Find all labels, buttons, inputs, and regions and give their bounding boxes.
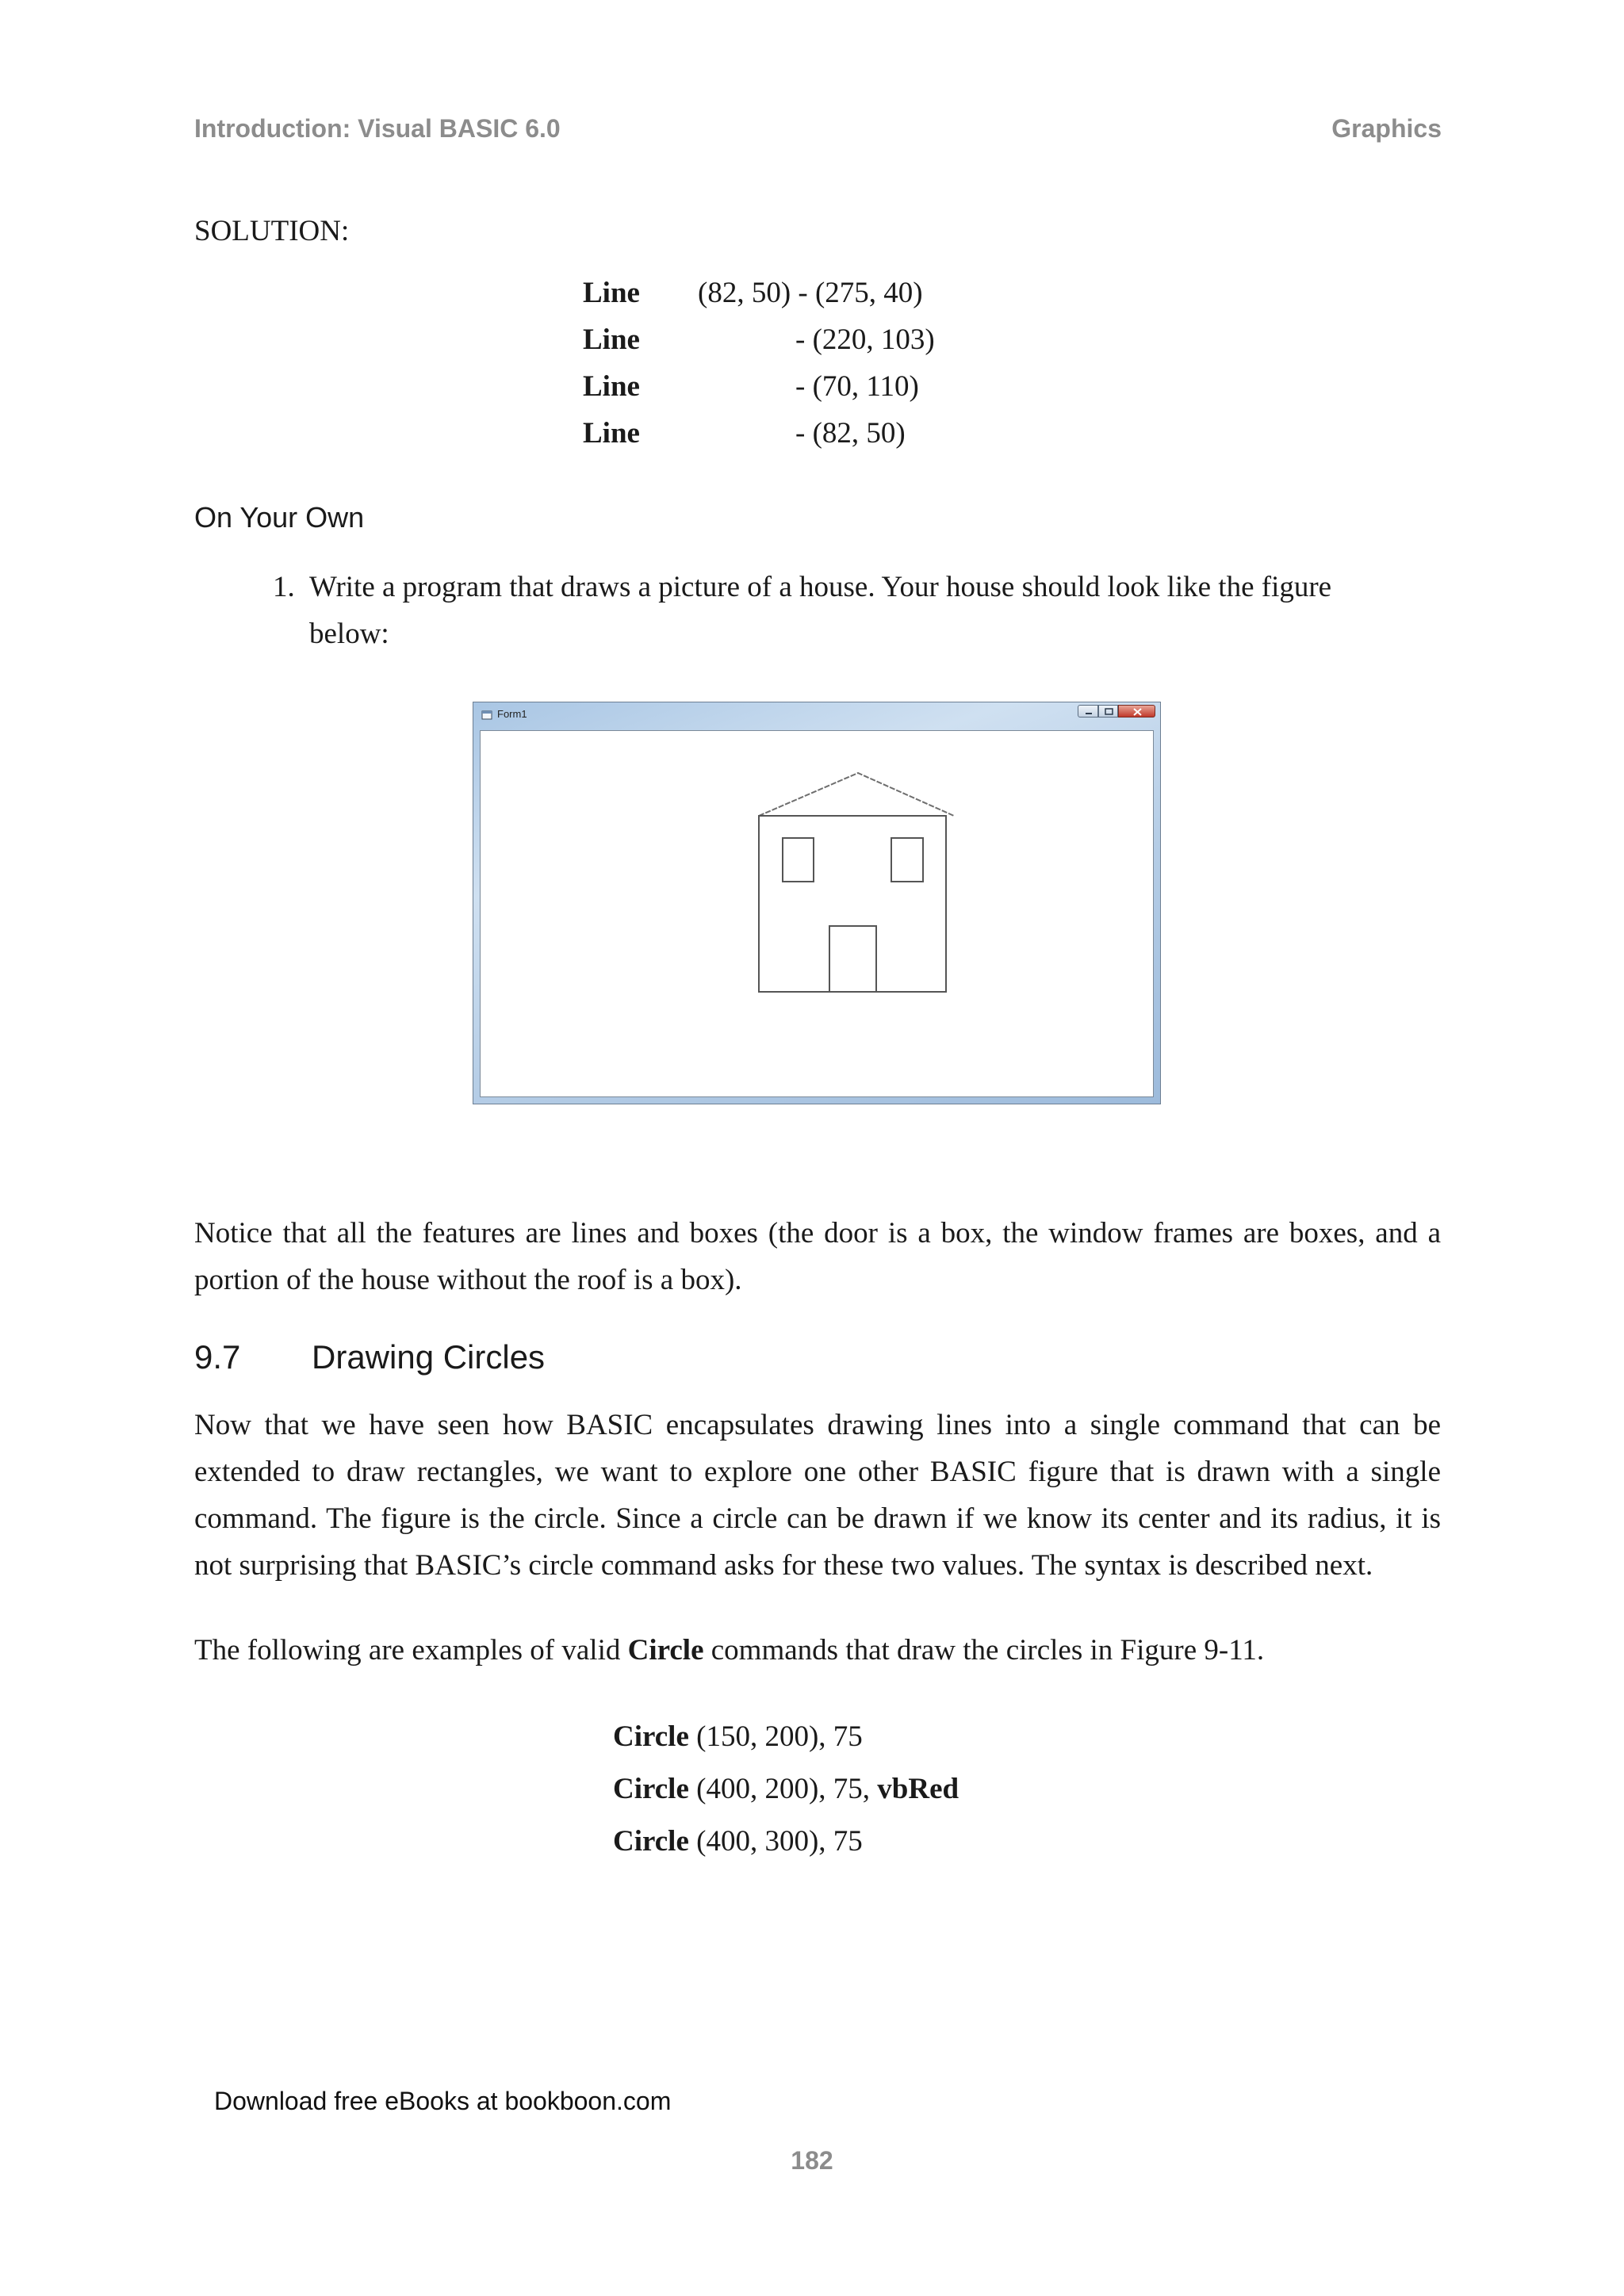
- circle-args: (150, 200), 75: [688, 1720, 863, 1753]
- circle-example: [613, 1816, 863, 1868]
- on-your-own-heading: On Your Own: [194, 501, 365, 534]
- window-title: Form1: [497, 708, 527, 720]
- close-button[interactable]: [1118, 705, 1155, 718]
- examples-text-before: The following are examples of valid: [194, 1634, 628, 1667]
- code-line: [583, 410, 906, 457]
- running-header-right: Graphics: [1331, 114, 1442, 143]
- house-roof: [759, 773, 954, 816]
- house-body: [759, 816, 946, 992]
- code-args: - (70, 110): [795, 370, 919, 403]
- download-ebooks-link[interactable]: Download free eBooks at bookboon.com: [214, 2087, 672, 2115]
- circle-keyword: Circle: [613, 1825, 689, 1858]
- code-args: - (82, 50): [795, 417, 906, 450]
- house-drawing: [481, 731, 1155, 1098]
- code-line: [583, 316, 935, 363]
- code-line: [583, 363, 919, 410]
- house-door: [829, 926, 876, 992]
- code-keyword: Line: [583, 370, 640, 403]
- circle-keyword: Circle: [613, 1773, 689, 1805]
- window-title-bar: [473, 702, 1160, 726]
- close-icon: [1119, 706, 1156, 718]
- section-heading: [194, 1338, 545, 1376]
- code-keyword: Line: [583, 417, 640, 450]
- page-number: 182: [791, 2146, 833, 2175]
- solution-label: SOLUTION:: [194, 215, 350, 247]
- drawing-circles-paragraph: Now that we have seen how BASIC encapsulates drawing lines into a single command that can be extended to draw rectangles, we want to explore one other BASIC figure that is drawn with a single command. The figure is the circle. Since a circle can be drawn if we know its center and its radius, it is not surprising that BASIC’s circle command asks for these two values. The syntax is described next.: [194, 1409, 1441, 1582]
- circle-example: [613, 1763, 959, 1816]
- form-window-figure: [473, 702, 1161, 1104]
- house-window-right: [891, 838, 923, 882]
- list-item-text: Write a program that draws a picture of a house. Your house should look like the figure below:: [309, 571, 1332, 650]
- section-title: Drawing Circles: [312, 1338, 546, 1376]
- code-keyword: Line: [583, 323, 640, 356]
- section-number: 9.7: [194, 1338, 241, 1376]
- circle-keyword: Circle: [613, 1720, 689, 1753]
- circle-args: (400, 300), 75: [688, 1825, 863, 1858]
- circle-args: (400, 200), 75,: [688, 1773, 878, 1805]
- circle-color: vbRed: [877, 1773, 959, 1805]
- examples-text-bold: Circle: [627, 1634, 704, 1667]
- examples-text-after: commands that draw the circles in Figure 9-11.: [703, 1634, 1265, 1667]
- minimize-button[interactable]: [1078, 705, 1098, 718]
- house-window-left: [783, 838, 814, 882]
- maximize-icon: [1099, 706, 1119, 718]
- notice-paragraph: Notice that all the features are lines and boxes (the door is a box, the window frames are boxes, and a portion of the house without the roof is a box).: [194, 1217, 1441, 1296]
- circle-example: [613, 1711, 863, 1763]
- form-client-area: [480, 730, 1154, 1097]
- code-line: [583, 270, 923, 316]
- code-args: - (220, 103): [795, 323, 935, 356]
- running-header-left: Introduction: Visual BASIC 6.0: [194, 114, 561, 143]
- minimize-icon: [1078, 706, 1099, 718]
- examples-paragraph: [194, 1627, 1441, 1674]
- form-icon: [481, 710, 492, 720]
- maximize-button[interactable]: [1098, 705, 1118, 718]
- list-item-number: 1.: [273, 571, 295, 603]
- code-args: (82, 50) - (275, 40): [698, 277, 923, 309]
- code-keyword: Line: [583, 277, 640, 309]
